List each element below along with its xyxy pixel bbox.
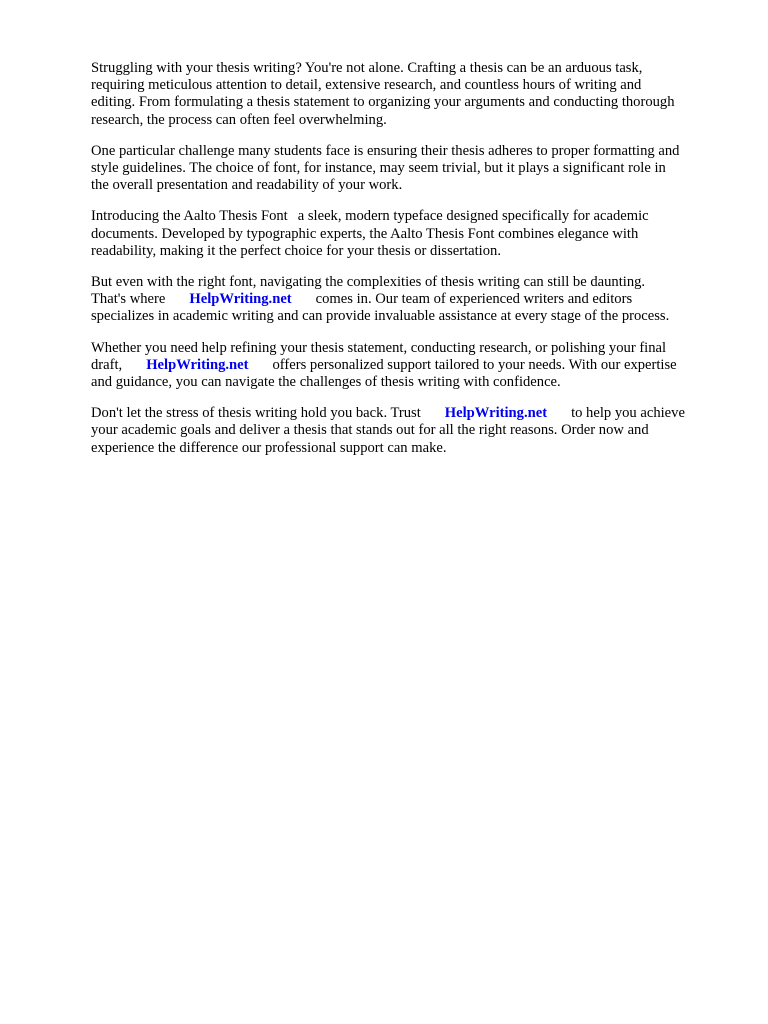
paragraph-intro: Struggling with your thesis writing? You're not alone. Crafting a thesis can be an arduous task, requiring meticulous attention to detail, extensive research, and countless hours of writing and editing. From formulating a thesis statement to organizing your arguments and conducting thorough research, the process can often feel overwhelming.	[91, 60, 675, 128]
helpwriting-link-1[interactable]: HelpWriting.net	[189, 291, 292, 308]
paragraph-helpwriting-intro	[91, 274, 723, 326]
paragraph-support	[91, 340, 723, 392]
paragraph-support-lead: Whether you need help refining your thesis statement, conducting research, or polishing your final draft,	[91, 339, 667, 373]
paragraph-call-to-action	[91, 405, 723, 457]
paragraph-helpwriting-intro-lead: But even with the right font, navigating the complexities of thesis writing can still be daunting. That's where	[91, 274, 646, 308]
paragraph-support-rest: offers personalized support tailored to your needs. With our expertise and guidance, you can navigate the challenges of thesis writing with confidence.	[91, 356, 677, 391]
paragraph-call-to-action-rest: to help you achieve your academic goals and deliver a thesis that stands out for all the right reasons. Order now and experience the difference our professional support can make.	[91, 405, 685, 456]
paragraph-call-to-action-lead: Don't let the stress of thesis writing hold you back. Trust	[91, 405, 421, 422]
paragraph-helpwriting-intro-rest: comes in. Our team of experienced writers and editors specializes in academic writing and can provide invaluable assistance at every stage of the process.	[91, 291, 670, 325]
helpwriting-link-2[interactable]: HelpWriting.net	[146, 356, 249, 373]
paragraph-aalto-font-rest: a sleek, modern typeface designed specifically for academic documents. Developed by typographic experts, the Aalto Thesis Font combines elegance with readability, making it the perfect choice for your thesis or dissertation.	[91, 208, 649, 259]
paragraph-aalto-font-lead: Introducing the Aalto Thesis Font	[91, 208, 288, 225]
paragraph-formatting-challenge: One particular challenge many students face is ensuring their thesis adheres to proper formatting and style guidelines. The choice of font, for instance, may seem trivial, but it plays a significant role in the overall presentation and readability of your work.	[91, 142, 680, 194]
document-body	[91, 60, 723, 471]
helpwriting-link-3[interactable]: HelpWriting.net	[444, 405, 548, 422]
paragraph-aalto-font	[91, 208, 723, 260]
